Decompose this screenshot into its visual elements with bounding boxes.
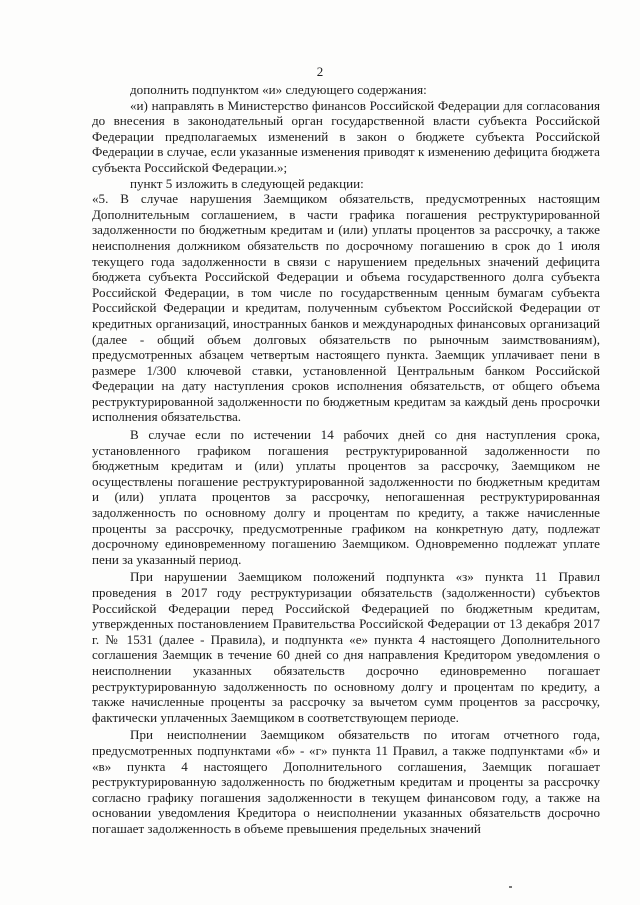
paragraph-subitem-i: «и) направлять в Министерство финансов Российской Федерации для согласования до внесения в законодательный орган государственной власти субъекта Российской Федерации предполагаемых изменений в закон о бюджете субъекта Российской Федерации в случае, если указанные изменения приводят к изменению дефицита бюджета субъекта Российской Федерации.»; xyxy=(92,97,600,175)
paragraph-overdue: В случае если по истечении 14 рабочих дней со дня наступления срока, установленного графиком погашения реструктурированной задолженности по бюджетным кредитам и (или) уплаты процентов за рассрочку, Заемщиком не осуществлены погашение реструктурированной задолженности по бюджетным кредитам и (или) уплата процентов за рассрочку, непогашенная реструктурированная задолженность по основному долгу и процентам по кредиту, а также начисленные проценты за рассрочку, предусмотренные графиком на конкретную дату, подлежат досрочному единовременному погашению Заемщиком. Одновременно подлежат уплате пени за указанный период. xyxy=(92,427,600,567)
document-body xyxy=(92,82,600,837)
paragraph-point5-intro: пункт 5 изложить в следующей редакции: xyxy=(130,175,364,191)
page-number: 2 xyxy=(316,64,324,79)
paragraph-violation: При нарушении Заемщиком положений подпункта «з» пункта 11 Правил проведения в 2017 году реструктуризации обязательств (задолженности) субъектов Российской Федерации перед Российской Федерацией по бюджетным кредитам, утвержденных постановлением Правительства Российской Федерации от 13 декабря 2017 г. № 1531 (далее - Правила), и подпункта «е» пункта 4 настоящего Дополнительного соглашения Заемщик в течение 60 дней со дня направления Кредитором уведомления о неисполнении указанных обязательств досрочно единовременно погашает реструктурированную задолженность по основному долгу и процентам по кредиту, а также начисленные проценты за рассрочку за вычетом сумм процентов за рассрочку, фактически уплаченных Заемщиком в соответствующем периоде. xyxy=(92,569,600,725)
scan-speck xyxy=(509,886,512,888)
paragraph-intro: дополнить подпунктом «и» следующего содержания: xyxy=(130,82,427,97)
paragraph-point5: «5. В случае нарушения Заемщиком обязательств, предусмотренных настоящим Дополнительным соглашением, в части графика погашения реструктурированной задолженности по бюджетным кредитам и (или) уплаты процентов за рассрочку, а также неисполнения должником обязательств по досрочному погашению в срок до 1 июля текущего года задолженности в связи с нарушением предельных значений дефицита бюджета субъекта Российской Федерации и объема государственного долга субъекта Российской Федерации, в том числе по государственным ценным бумагам субъекта Российской Федерации и кредитам, полученным субъектом Российской Федерации от кредитных организаций, иностранных банков и международных финансовых организаций (далее - общий объем долговых обязательств по рыночным заимствованиям), предусмотренных абзацем четвертым настоящего пункта. Заемщик уплачивает пени в размере 1/300 ключевой ставки, установленной Центральным банком Российской Федерации на дату наступления сроков исполнения обязательств, от общего объема реструктурированной задолженности по бюджетным кредитам за каждый день просрочки исполнения обязательства. xyxy=(92,191,600,425)
paragraph-nonfulfillment: При неисполнении Заемщиком обязательств по итогам отчетного года, предусмотренных подпунктами «б» - «г» пункта 11 Правил, а также подпунктами «б» и «в» пункта 4 настоящего Дополнительного соглашения, Заемщик погашает реструктурированную задолженность по бюджетным кредитам и проценты за рассрочку согласно графику погашения задолженности в текущем финансовом году, а также на основании уведомления Кредитора о неисполнении указанных обязательств досрочно погашает задолженность в объеме превышения предельных значений xyxy=(92,727,600,836)
